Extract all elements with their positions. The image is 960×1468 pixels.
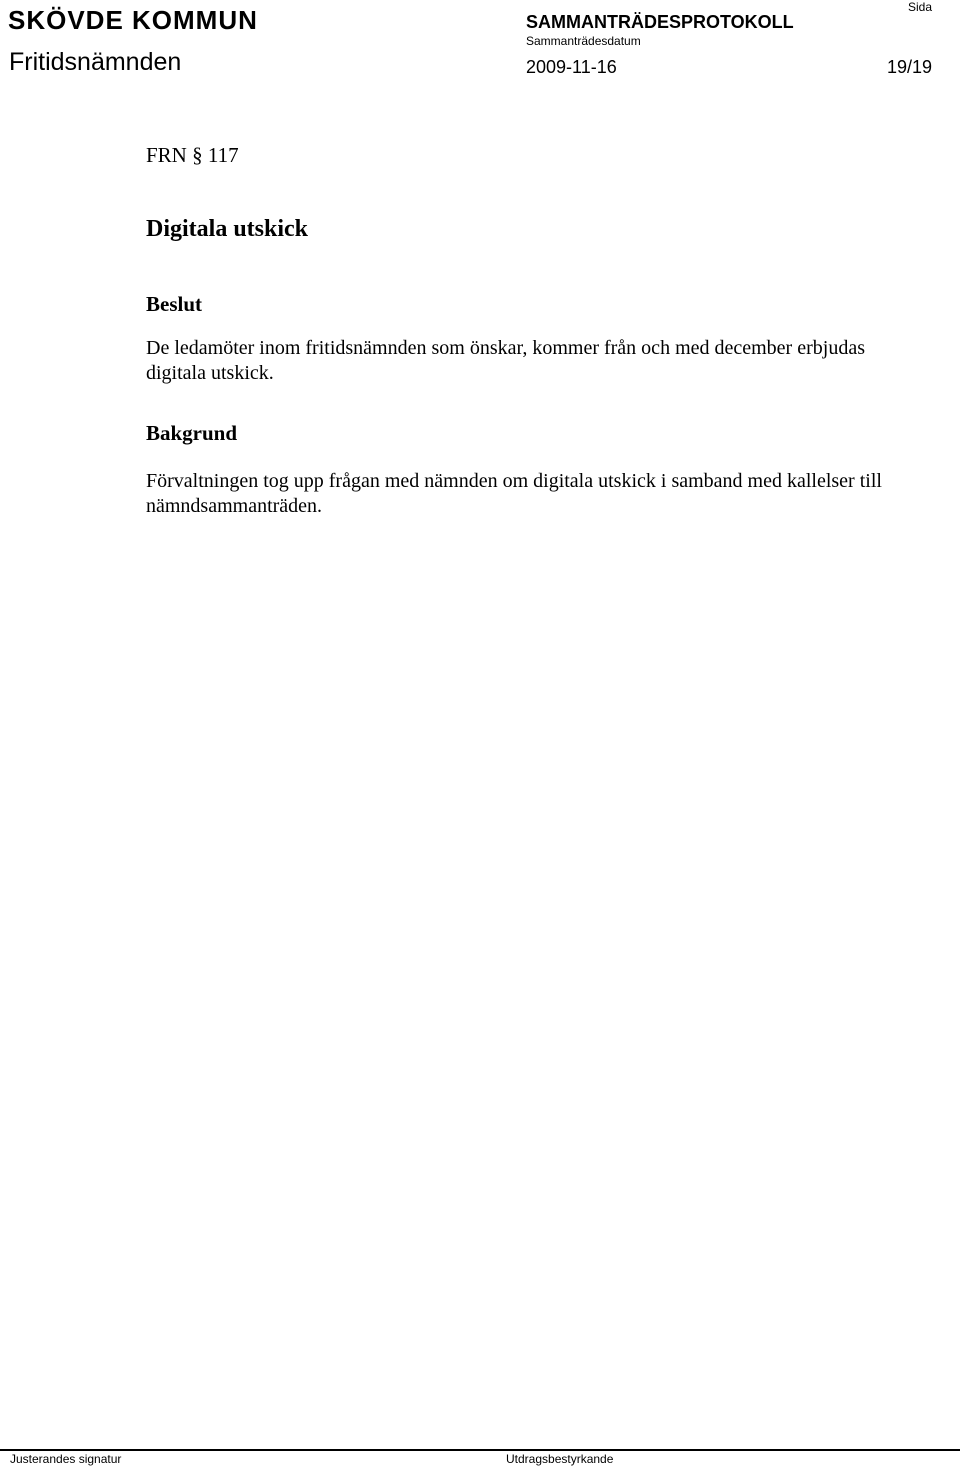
page-label: Sida [907, 0, 932, 14]
decision-heading: Beslut [146, 292, 203, 316]
footer-divider [0, 1449, 960, 1451]
organization-logo-text: SKÖVDE KOMMUN [8, 5, 258, 35]
meeting-date: 2009-11-16 [526, 57, 617, 77]
extract-certification-label: Utdragsbestyrkande [506, 1452, 614, 1466]
page-number: 19/19 [886, 57, 932, 77]
background-heading: Bakgrund [146, 421, 238, 445]
section-reference: FRN § 117 [146, 143, 239, 167]
meeting-date-label: Sammanträdesdatum [526, 34, 641, 48]
document-type: SAMMANTRÄDESPROTOKOLL [526, 12, 794, 32]
item-title: Digitala utskick [146, 216, 309, 242]
signature-label: Justerandes signatur [10, 1452, 122, 1466]
background-text: Förvaltningen tog upp frågan med nämnden om digitala utskick i samband med kallelser till nämndsammanträden. [146, 470, 882, 517]
committee-name: Fritidsnämnden [9, 48, 182, 76]
protocol-content [146, 140, 906, 519]
decision-text: De ledamöter inom fritidsnämnden som önskar, kommer från och med december erbjudas digitala utskick. [146, 337, 865, 384]
